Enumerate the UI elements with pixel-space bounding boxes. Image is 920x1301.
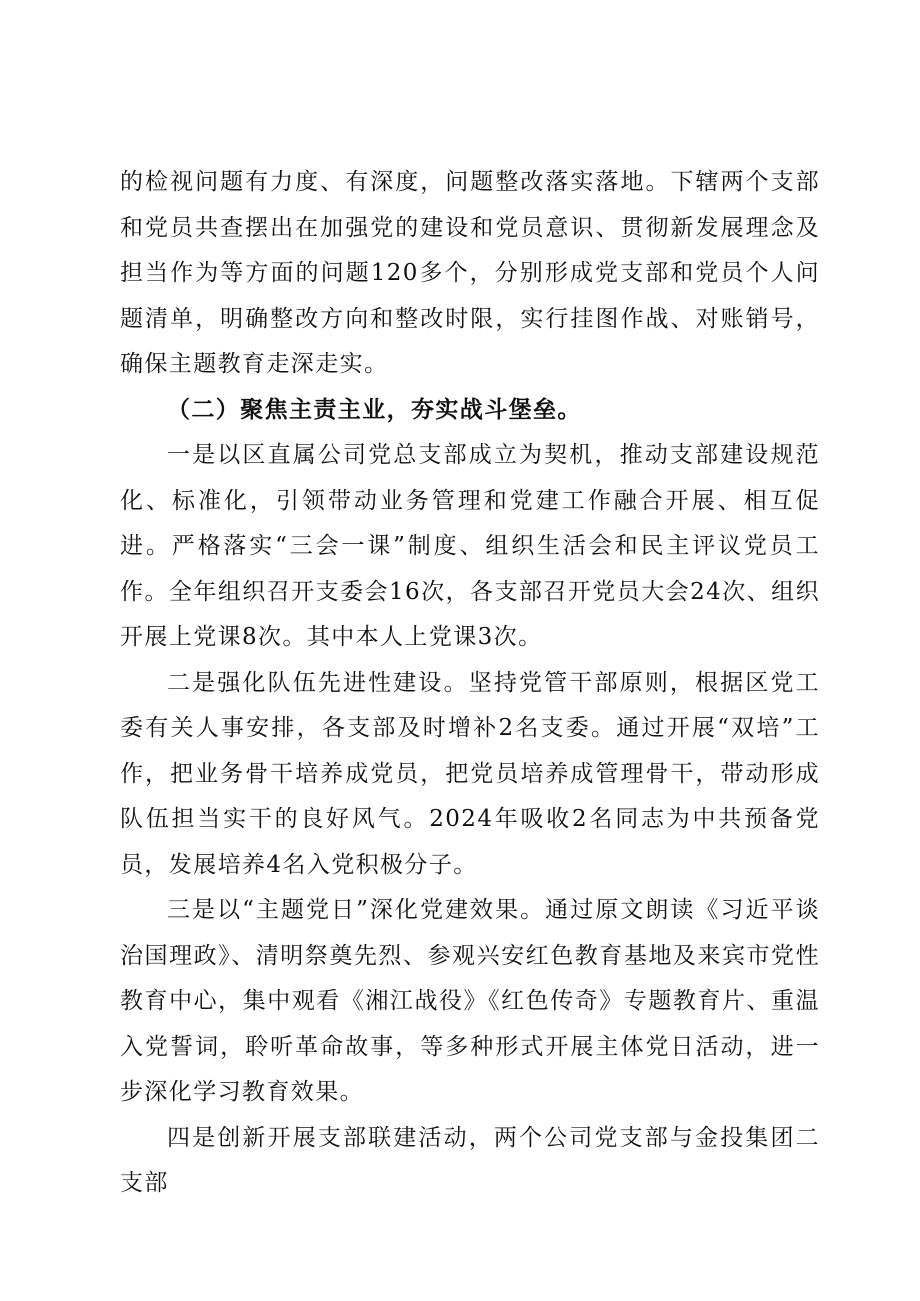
paragraph-continuation: 的检视问题有力度、有深度，问题整改落实落地。下辖两个支部和党员共查摆出在加强党的建设和党员意识、贯彻新发展理念及担当作为等方面的问题120多个，分别形成党支部和党员个人问题清单，明确整改方向和整改时限，实行挂图作战、对账销号，确保主题教育走深走实。 — [120, 169, 820, 377]
paragraph-item-one: 一是以区直属公司党总支部成立为契机，推动支部建设规范化、标准化，引领带动业务管理和党建工作融合开展、相互促进。严格落实“三会一课”制度、组织生活会和民主评议党员工作。全年组织召开支委会16次，各支部召开党员大会24次、组织开展上党课8次。其中本人上党课3次。 — [120, 442, 820, 650]
paragraph-item-four: 四是创新开展支部联建活动，两个公司党支部与金投集团二支部 — [120, 1124, 820, 1196]
section-heading: （二）聚焦主责主业，夯实战斗堡垒。 — [167, 396, 582, 423]
paragraph-item-two: 二是强化队伍先进性建设。坚持党管干部原则，根据区党工委有关人事安排，各支部及时增补2名支委。通过开展“双培”工作，把业务骨干培养成党员，把党员培养成管理骨干，带动形成队伍担当实干的良好风气。2024年吸收2名同志为中共预备党员，发展培养4名入党积极分子。 — [120, 669, 820, 878]
paragraph-item-three: 三是以“主题党日”深化党建效果。通过原文朗读《习近平谈治国理政》、清明祭奠先烈、参观兴安红色教育基地及来宾市党性教育中心，集中观看《湘江战役》《红色传奇》专题教育片、重温入党誓词，聆听革命故事，等多种形式开展主体党日活动，进一步深化学习教育效果。 — [120, 897, 820, 1105]
document-body — [120, 160, 820, 1207]
